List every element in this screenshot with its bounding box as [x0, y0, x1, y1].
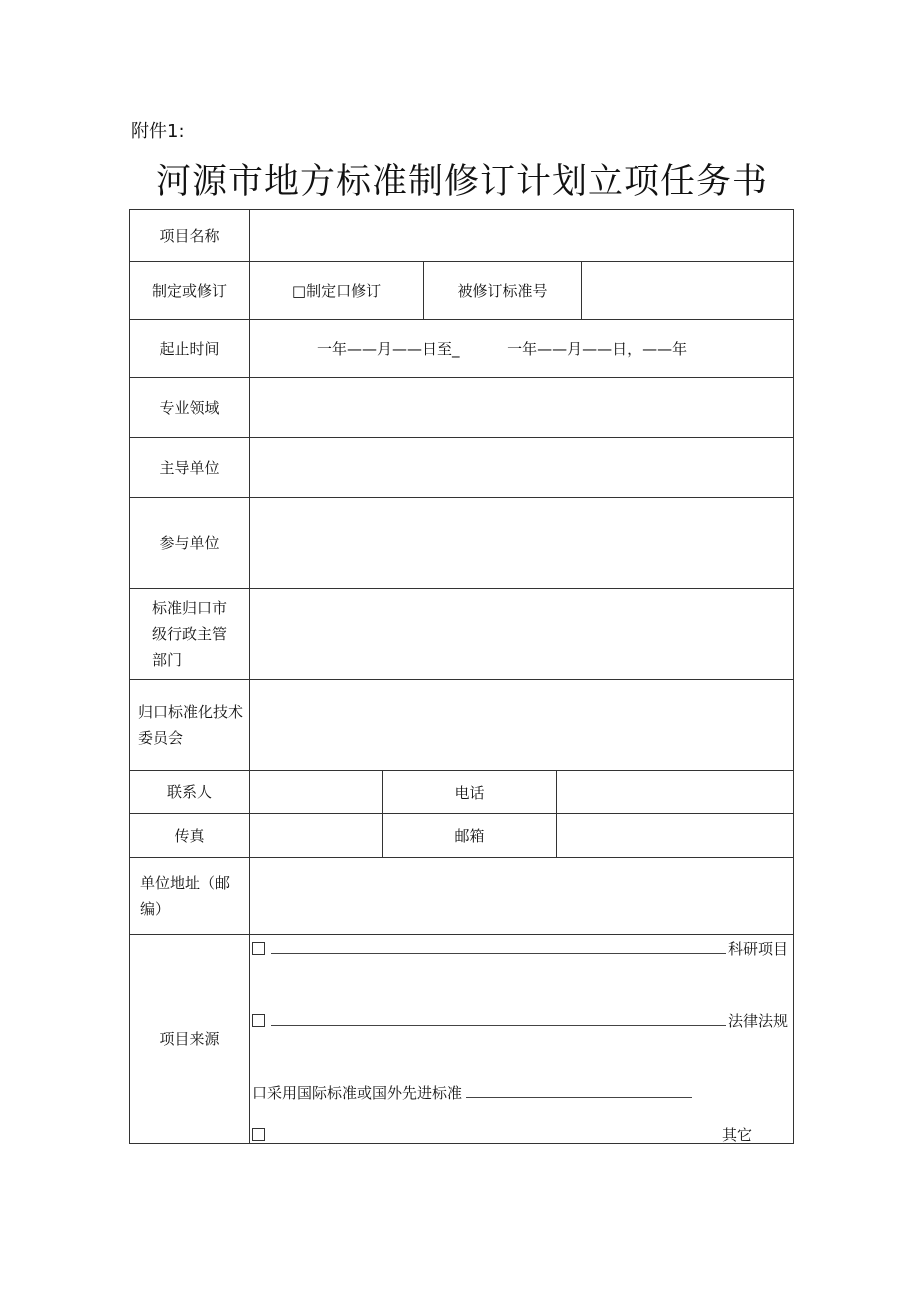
row-fax: [130, 814, 793, 858]
source-label: 项目来源: [159, 1030, 220, 1048]
revise-options[interactable]: □制定口修订: [249, 262, 423, 319]
email-label: 邮箱: [382, 814, 556, 857]
intl-underline: [466, 1096, 692, 1098]
law-checkbox[interactable]: [252, 1014, 265, 1027]
committee-label: 归口标准化技术委员会: [138, 703, 244, 747]
research-label: 科研项目: [727, 940, 788, 958]
research-underline: [271, 952, 726, 954]
row-source: [130, 935, 793, 1143]
row-contact: [130, 771, 793, 814]
phone-label: 电话: [382, 771, 556, 813]
application-form: [129, 209, 794, 1144]
intl-label[interactable]: 口采用国际标准或国外先进标准: [252, 1084, 463, 1102]
source-research-line: [252, 937, 788, 959]
dept-input[interactable]: [249, 589, 793, 679]
field-input[interactable]: [249, 378, 793, 437]
project-name-label: 项目名称: [159, 226, 220, 245]
participants-input[interactable]: [249, 498, 793, 588]
row-project-name: [130, 210, 793, 262]
fax-label: 传真: [174, 826, 205, 845]
row-committee: [130, 680, 793, 771]
row-participants: [130, 498, 793, 589]
attachment-label: 附件1:: [131, 121, 185, 142]
row-period: [130, 320, 793, 378]
other-checkbox[interactable]: [252, 1128, 265, 1141]
phone-input[interactable]: [556, 771, 793, 813]
address-input[interactable]: [249, 858, 793, 934]
row-address: [130, 858, 793, 935]
field-label: 专业领域: [159, 398, 220, 417]
revised-std-field[interactable]: [581, 262, 793, 319]
law-underline: [271, 1024, 726, 1026]
dept-label: 标准归口市级行政主管部门: [152, 599, 228, 669]
revised-std-label: 被修订标准号: [423, 262, 581, 319]
row-lead-unit: [130, 438, 793, 498]
contact-input[interactable]: [249, 771, 382, 813]
row-revise: [130, 262, 793, 320]
address-label: 单位地址（邮编）: [140, 874, 231, 918]
project-name-field[interactable]: [249, 210, 793, 261]
period-label: 起止时间: [159, 339, 220, 358]
row-dept: [130, 589, 793, 680]
row-field: [130, 378, 793, 438]
participants-label: 参与单位: [159, 534, 220, 552]
law-label: 法律法规: [727, 1012, 788, 1030]
lead-unit-input[interactable]: [249, 438, 793, 497]
research-checkbox[interactable]: [252, 942, 265, 955]
revise-label: 制定或修订: [151, 281, 227, 300]
contact-label: 联系人: [166, 783, 212, 801]
committee-input[interactable]: [249, 680, 793, 770]
email-input[interactable]: [556, 814, 793, 857]
other-label: 其它: [721, 1127, 752, 1144]
lead-unit-label: 主导单位: [159, 458, 220, 477]
source-law-line: [252, 1007, 788, 1031]
fax-input[interactable]: [249, 814, 382, 857]
source-intl-line: [252, 1079, 788, 1103]
source-options: [249, 935, 794, 1143]
source-other-line: [252, 1127, 788, 1145]
period-field[interactable]: 一年——月——日至_ 一年——月——日，——年: [249, 320, 793, 377]
document-title: 河源市地方标准制修订计划立项任务书: [155, 162, 768, 202]
